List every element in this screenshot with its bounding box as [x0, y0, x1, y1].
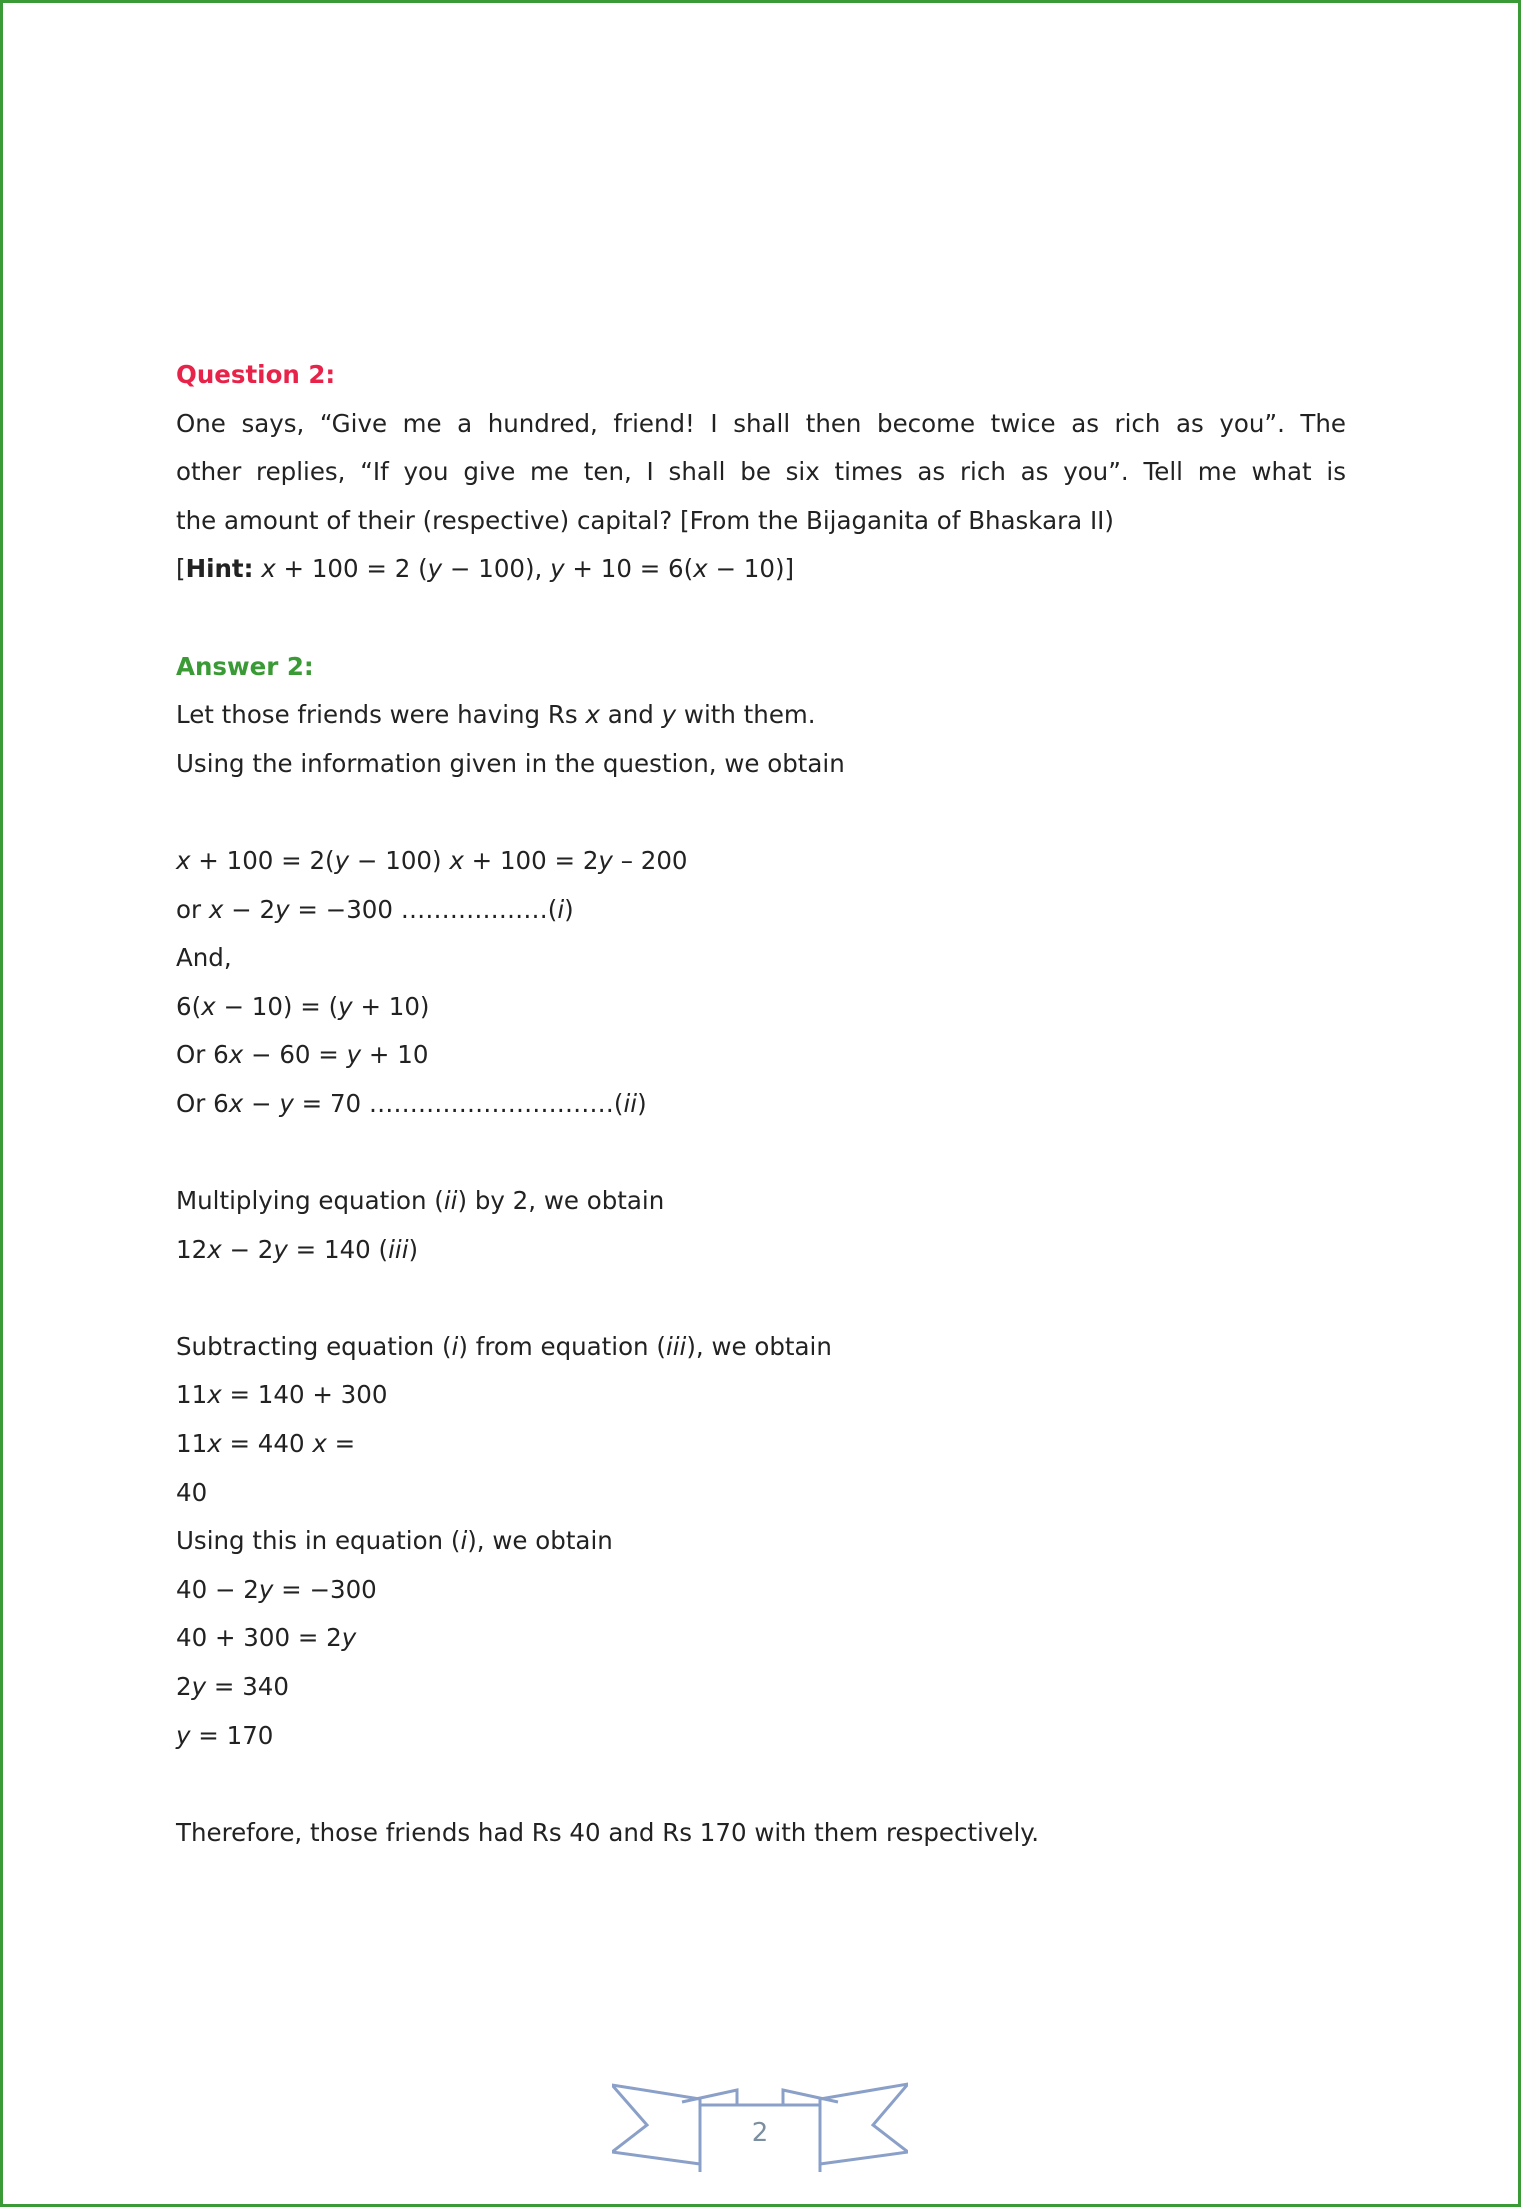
- text-run: y: [338, 991, 353, 1021]
- blank-line: [176, 1274, 1346, 1323]
- text-line: [176, 1517, 1346, 1566]
- text-run: = 140 + 300: [221, 1380, 388, 1410]
- text-line: [176, 886, 1346, 935]
- text-line: [176, 448, 1346, 497]
- text-run: ii: [623, 1088, 638, 1118]
- text-run: other replies, “If you give me ten, I shall be six times as rich as you”. Tell me what is: [176, 457, 1346, 487]
- text-run: − 60 =: [243, 1040, 347, 1070]
- text-run: ) by 2, we obtain: [457, 1186, 665, 1216]
- text-line: [176, 1420, 1346, 1469]
- page-number-ribbon: [612, 2080, 908, 2172]
- text-run: y: [176, 1720, 191, 1750]
- text-run: y: [550, 554, 565, 584]
- text-run: y: [191, 1672, 207, 1702]
- text-run: y: [279, 1088, 294, 1118]
- text-run: 6(: [176, 991, 202, 1021]
- spacer: [176, 594, 1346, 643]
- text-run: the amount of their (respective) capital? [From the Bijaganita of Bhaskara II): [176, 505, 1114, 535]
- text-run: i: [460, 1526, 468, 1556]
- question-heading: Question 2:: [176, 360, 336, 389]
- text-run: + 10): [352, 991, 430, 1021]
- text-line: [176, 400, 1346, 449]
- text-line: [176, 1663, 1346, 1712]
- text-run: with them.: [676, 700, 816, 730]
- text-run: And,: [176, 943, 232, 973]
- text-line: [176, 1469, 1346, 1518]
- text-run: Using the information given in the question, we obtain: [176, 748, 845, 778]
- text-run: ), we obtain: [686, 1331, 832, 1361]
- text-run: y: [661, 700, 677, 730]
- text-run: − 2: [223, 894, 276, 924]
- text-run: = 70 …………………………(: [293, 1088, 624, 1118]
- text-run: 40 + 300 = 2: [176, 1623, 342, 1653]
- text-run: x: [228, 1088, 244, 1118]
- text-run: x: [176, 845, 191, 875]
- text-run: iii: [665, 1331, 687, 1361]
- text-run: 12: [176, 1234, 208, 1264]
- text-run: x: [261, 554, 276, 584]
- text-run: x: [207, 1429, 222, 1459]
- text-run: Therefore, those friends had Rs 40 and Rs 170 with them respectively.: [176, 1817, 1040, 1847]
- text-run: – 200: [612, 845, 688, 875]
- question-text: [176, 400, 1346, 594]
- text-line: [176, 1177, 1346, 1226]
- text-run: x: [585, 700, 600, 730]
- text-run: − 10)]: [707, 554, 795, 584]
- text-line: [176, 1712, 1346, 1761]
- text-run: = 170: [190, 1720, 274, 1750]
- text-run: and: [599, 700, 662, 730]
- text-line: [176, 691, 1346, 740]
- text-run: x: [312, 1429, 327, 1459]
- text-line: [176, 545, 1346, 594]
- document-body: [176, 351, 1346, 1857]
- blank-line: [176, 1129, 1346, 1178]
- text-run: [: [176, 554, 186, 584]
- text-run: =: [326, 1429, 356, 1459]
- blank-line: [176, 1760, 1346, 1809]
- text-run: y: [258, 1574, 274, 1604]
- text-run: ), we obtain: [467, 1526, 613, 1556]
- text-run: −: [243, 1088, 280, 1118]
- text-run: y: [334, 845, 350, 875]
- text-run: x: [208, 894, 224, 924]
- text-run: y: [273, 1234, 288, 1264]
- text-run: = −300: [273, 1574, 377, 1604]
- text-run: y: [275, 894, 290, 924]
- text-run: 2: [176, 1672, 192, 1702]
- text-line: [176, 1809, 1346, 1858]
- text-line: [176, 837, 1346, 886]
- text-run: Using this in equation (: [176, 1526, 461, 1556]
- blank-line: [176, 788, 1346, 837]
- text-run: Or 6: [176, 1088, 229, 1118]
- text-run: y: [598, 845, 613, 875]
- text-run: y: [427, 554, 443, 584]
- text-run: Subtracting equation (: [176, 1331, 452, 1361]
- text-run: Multiplying equation (: [176, 1186, 444, 1216]
- text-run: x: [201, 991, 216, 1021]
- text-run: iii: [388, 1234, 409, 1264]
- text-line: [176, 1031, 1346, 1080]
- text-run: = 440: [221, 1429, 313, 1459]
- text-run: x: [207, 1380, 222, 1410]
- text-run: + 10 = 6(: [564, 554, 694, 584]
- text-line: [176, 934, 1346, 983]
- page-number: 2: [751, 2118, 769, 2148]
- text-line: [176, 1566, 1346, 1615]
- text-run: ii: [443, 1186, 458, 1216]
- text-run: 40 − 2: [176, 1574, 259, 1604]
- text-run: ): [408, 1234, 419, 1264]
- answer-text: [176, 691, 1346, 1857]
- text-run: − 2: [221, 1234, 274, 1264]
- text-run: or: [176, 894, 209, 924]
- text-run: y: [341, 1623, 357, 1653]
- text-line: [176, 1323, 1346, 1372]
- text-run: Let those friends were having Rs: [176, 700, 586, 730]
- text-run: + 10: [361, 1040, 429, 1070]
- text-line: [176, 497, 1346, 546]
- text-run: 11: [176, 1429, 208, 1459]
- text-run: x: [693, 554, 708, 584]
- text-line: [176, 1080, 1346, 1129]
- text-line: [176, 1226, 1346, 1275]
- text-run: + 100 = 2 (: [275, 554, 428, 584]
- text-run: y: [346, 1040, 362, 1070]
- text-run: = 140 (: [287, 1234, 389, 1264]
- text-run: i: [451, 1331, 459, 1361]
- text-run: One says, “Give me a hundred, friend! I shall then become twice as rich as you”. The: [176, 408, 1346, 438]
- text-run: ) from equation (: [458, 1331, 666, 1361]
- text-run: ): [637, 1088, 647, 1118]
- text-run: − 100),: [442, 554, 551, 584]
- text-line: [176, 740, 1346, 789]
- text-run: ): [564, 894, 574, 924]
- text-line: [176, 983, 1346, 1032]
- text-run: = −300 ………………(: [289, 894, 558, 924]
- text-run: + 100 = 2: [463, 845, 599, 875]
- text-run: i: [557, 894, 565, 924]
- answer-heading: Answer 2:: [176, 651, 314, 681]
- text-run: − 100): [349, 845, 450, 875]
- text-run: x: [228, 1040, 244, 1070]
- text-run: = 340: [206, 1672, 289, 1702]
- hint-label: Hint:: [185, 554, 254, 584]
- text-run: x: [449, 845, 464, 875]
- text-line: [176, 1614, 1346, 1663]
- text-run: + 100 = 2(: [190, 845, 335, 875]
- text-run: − 10) = (: [215, 991, 339, 1021]
- text-run: 11: [176, 1380, 208, 1410]
- text-run: Or 6: [176, 1040, 229, 1070]
- text-line: [176, 1371, 1346, 1420]
- text-run: x: [207, 1234, 222, 1264]
- text-run: 40: [176, 1477, 208, 1507]
